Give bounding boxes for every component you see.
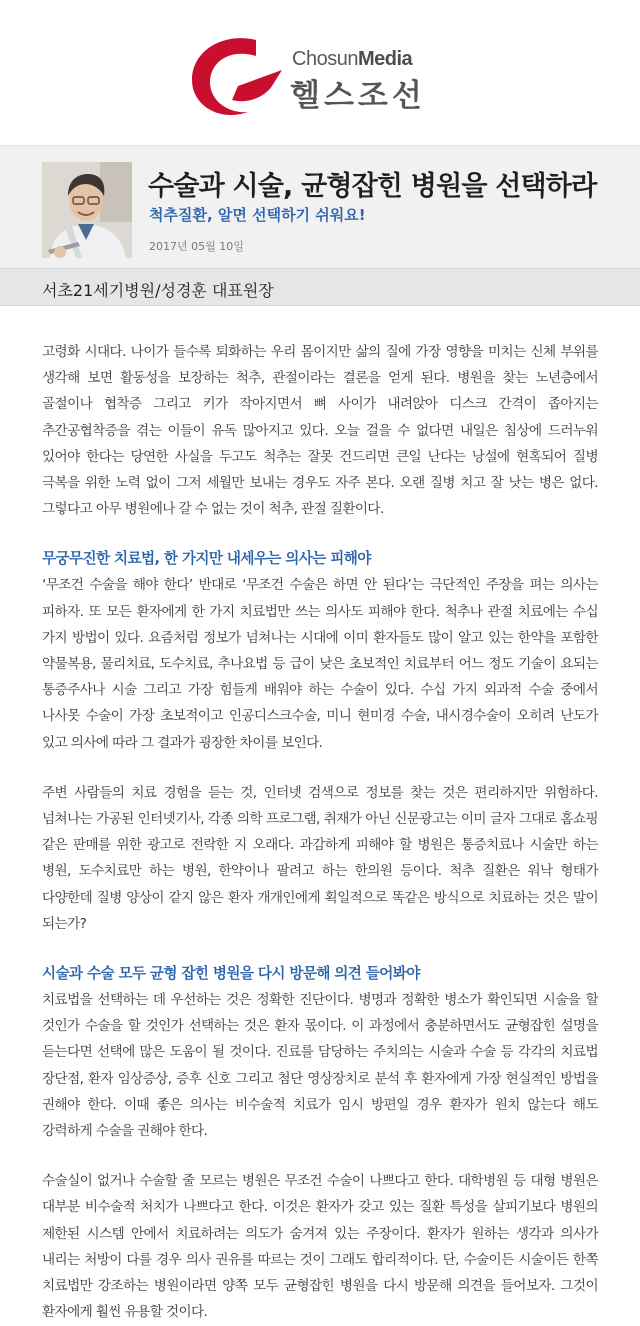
article-body — [42, 339, 598, 1326]
article-header — [0, 145, 640, 268]
section-heading: 시술과 수술 모두 균형 잡힌 병원을 다시 방문해 의견 들어봐야 — [42, 965, 420, 983]
author-portrait — [42, 162, 132, 258]
author-byline: 서초21세기병원/성경훈 대표원장 — [42, 281, 274, 300]
author-photo-icon — [42, 162, 132, 258]
body-paragraph: 주변 사람들의 치료 경험을 듣는 것, 인터넷 검색으로 정보를 찾는 것은 편리하지만 위험하다. 넘쳐나는 가공된 인터넷기사, 각종 의학 프로그램, 취재가 아닌 신문광고는 이미 글자 그대로 홈쇼핑 같은 판매를 위한 광고로 전락한 지 오래다. 과감하게 피해야 할 병원은 통증치료나 시술만 하는 병원, 도수치료만 하는 병원, 한약이나 팔려고 하는 한의원 등이다. 척추 질환은 워낙 형태가 다양한데 질병 양상이 같지 않은 환자 개개인에게 획일적으로 똑같은 방식으로 치료하는 것은 말이 되는가? — [42, 784, 598, 932]
body-paragraph: ‘무조건 수술을 해야 한다’ 반대로 ‘무조건 수술은 하면 안 된다’는 극단적인 주장을 펴는 의사는 피하자. 또 모든 환자에게 한 가지 치료법만 쓰는 의사도 피해야 한다. 척추나 관절 치료에는 수십 가지 방법이 있다. 요즘처럼 정보가 넘쳐나는 시대에 이미 환자들도 많이 알고 있는 한약을 포함한 약물복용, 물리치료, 도수치료, 추나요법 등 급이 낮은 초보적인 치료부터 어느 정도 기술이 요되는 통증주사나 시술 그리고 가장 힘들게 배워야 하는 수술이 있다. 수십 가지 외과적 수술 중에서 나사못 수술이 가장 초보적이고 인공디스크수술, 미니 현미경 수술, 내시경수술이 오히려 난도가 있고 의사에 따라 그 결과가 굉장한 차이를 보인다. — [42, 577, 598, 751]
section-heading: 무궁무진한 치료법, 한 가지만 내세우는 의사는 피해야 — [42, 550, 371, 568]
brand-name: 헬스조선 — [290, 78, 426, 114]
author-bar — [0, 268, 640, 306]
body-paragraph: 치료법을 선택하는 데 우선하는 것은 정확한 진단이다. 병명과 정확한 병소가 확인되면 시술을 할 것인가 수술을 할 것인가 선택하는 것은 환자 몫이다. 이 과정에서 충분하면서도 균형잡힌 설명을 듣는다면 선택에 많은 도움이 될 것이다. 진료를 담당하는 주치의는 시술과 수술 등 각각의 치료법 장단점, 환자 임상증상, 증후 신호 그리고 첨단 영상장치로 분석 후 환자에게 가장 현실적인 방법을 권해야 한다. 이때 좋은 의사는 비수술적 치료가 임시 방편일 경우 환자가 원치 않는다 해도 강력하게 수술을 권해야 한다. — [42, 992, 598, 1140]
article-title: 수술과 시술, 균형잡힌 병원을 선택하라 — [148, 171, 597, 202]
article-date: 2017년 05월 10일 — [149, 240, 244, 253]
brand-top-bold: Media — [357, 48, 413, 70]
body-paragraph: 수술실이 없거나 수술할 줄 모르는 병원은 무조건 수술이 나쁘다고 한다. 대학병원 등 대형 병원은 대부분 비수술적 처치가 나쁘다고 한다. 이것은 환자가 갖고 있는 질환 특성을 살피기보다 병원의 제한된 시스템 안에서 치료하려는 의도가 숨겨져 있는 주장이다. 환자가 원하는 생각과 의사가 내리는 처방이 다를 경우 의사 권유를 따르는 것이 그래도 합리적이다. 단, 수술이든 시술이든 한쪽 치료법만 강조하는 병원이라면 양쪽 모두 균형잡힌 병원을 다시 방문해 의견을 들어보자. 그것이 환자에게 훨씬 유용할 것이다. — [42, 1173, 598, 1321]
masthead — [0, 0, 640, 145]
brand-media-label — [292, 48, 412, 71]
brand-top-regular: Chosun — [292, 48, 358, 70]
health-chosun-logo-icon — [186, 34, 282, 118]
article-subtitle: 척추질환, 알면 선택하기 쉬워요! — [149, 206, 366, 224]
body-paragraph: 고령화 시대다. 나이가 들수록 퇴화하는 우리 몸이지만 삶의 질에 가장 영향을 미치는 신체 부위를 생각해 보면 활동성을 보장하는 척추, 관절이라는 결론을 얻게 된다. 병원을 찾는 노년층에서 골절이나 협착증 그리고 키가 작아지면서 뼈 사이가 내려앉아 디스크 간격이 좁아지는 추간공협착증을 겪는 이들이 유독 많아지고 있다. 오늘 걸을 수 없다면 내일은 침상에 드러누워 있어야 한다는 당연한 사실을 두고도 척추는 잘못 건드리면 큰일 난다는 낭설에 현혹되어 질병 극복을 위한 노력 없이 그저 세월만 보내는 경우도 자주 본다. 오랜 질병 치고 잘 낫는 병은 없다. 그렇다고 아무 병원에나 갈 수 없는 것이 척추, 관절 질환이다. — [42, 344, 598, 518]
